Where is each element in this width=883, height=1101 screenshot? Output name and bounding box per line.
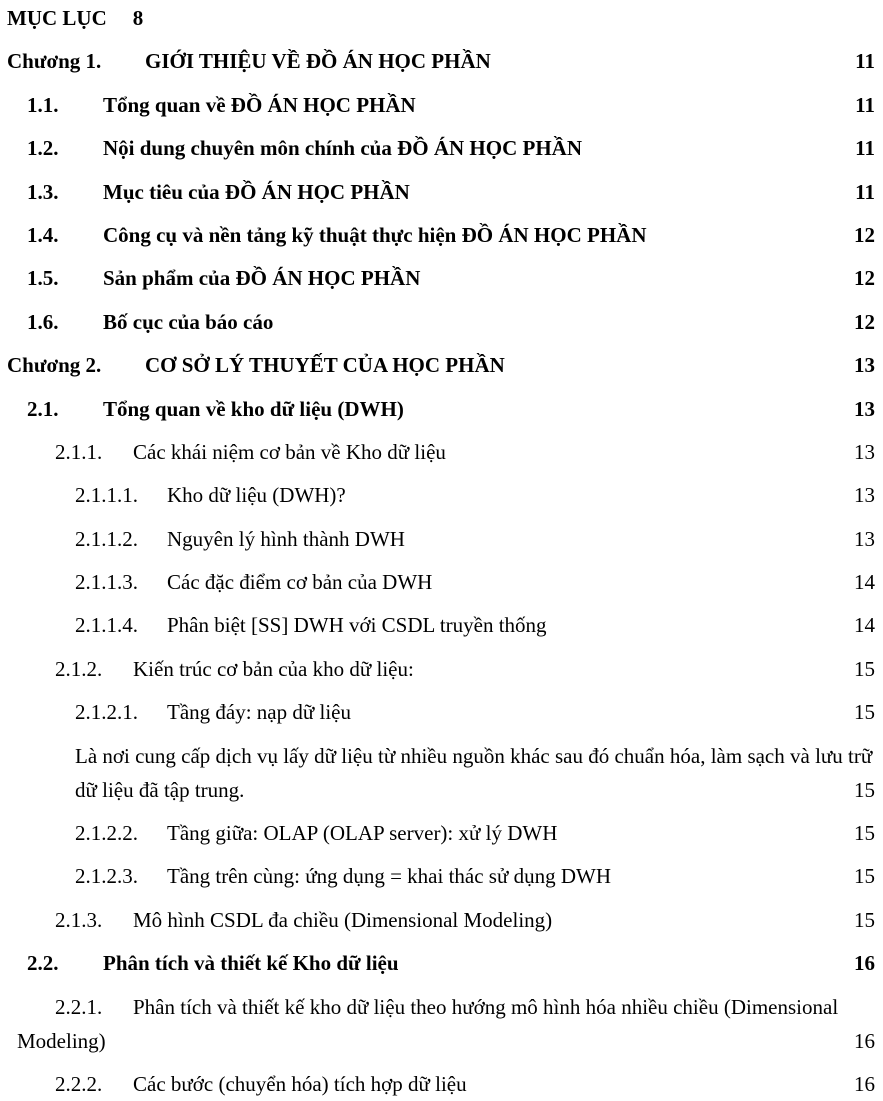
toc-entry-page-number: 15 xyxy=(854,700,875,725)
toc-entry-page-number: 15 xyxy=(854,777,875,802)
toc-list xyxy=(0,44,883,1101)
toc-entry-number: 1.5. xyxy=(27,266,59,291)
toc-entry-title: Các đặc điểm cơ bản của DWH xyxy=(167,570,433,595)
toc-entry-title: Nội dung chuyên môn chính của ĐỒ ÁN HỌC PHẦN xyxy=(103,136,582,161)
toc-entry-page-number: 11 xyxy=(855,136,875,161)
toc-entry-number: 2.1. xyxy=(27,396,59,421)
toc-entry-page-number: 15 xyxy=(854,656,875,681)
toc-entry-page-number: 13 xyxy=(854,439,875,464)
toc-entry-page-number: 16 xyxy=(854,1071,875,1096)
toc-entry-number: Chương 2. xyxy=(7,353,102,378)
toc-entry-title: Mục tiêu của ĐỒ ÁN HỌC PHẦN xyxy=(103,179,410,204)
toc-entry-number: 1.1. xyxy=(27,92,59,117)
toc-entry-title: Bố cục của báo cáo xyxy=(103,309,274,334)
toc-entry-number: 2.1.2.2. xyxy=(75,821,138,846)
toc-entry-title: Các bước (chuyển hóa) tích hợp dữ liệu xyxy=(133,1071,467,1096)
toc-entry-number: 2.2.1. xyxy=(55,994,103,1019)
toc-entry-title: Các khái niệm cơ bản về Kho dữ liệu xyxy=(133,439,446,464)
toc-entry-number: 2.1.1. xyxy=(55,439,103,464)
toc-title-row[interactable] xyxy=(0,1,883,35)
toc-entry-title: Kiến trúc cơ bản của kho dữ liệu: xyxy=(133,656,414,681)
toc-entry-title: Phân biệt [SS] DWH với CSDL truyền thống xyxy=(167,613,547,638)
toc-entry-number: 2.1.1.1. xyxy=(75,483,138,508)
toc-entry-title: Tầng đáy: nạp dữ liệu xyxy=(167,700,351,725)
toc-entry-page-number: 12 xyxy=(854,309,875,334)
toc-entry-page-number: 11 xyxy=(855,92,875,117)
toc-entry-title: Tầng trên cùng: ứng dụng = khai thác sử dụng DWH xyxy=(167,864,612,889)
toc-entry-number: 2.1.1.2. xyxy=(75,526,138,551)
toc-entry[interactable] xyxy=(0,305,883,339)
toc-entry-page-number: 13 xyxy=(854,396,875,421)
toc-entry[interactable] xyxy=(0,1067,883,1101)
toc-entry-page-number: 13 xyxy=(854,526,875,551)
toc-entry-page-number: 15 xyxy=(854,821,875,846)
toc-entry[interactable] xyxy=(0,175,883,209)
toc-entry-number: 1.4. xyxy=(27,222,59,247)
toc-entry[interactable] xyxy=(0,478,883,512)
toc-entry-title: Công cụ và nền tảng kỹ thuật thực hiện ĐỒ ÁN HỌC PHẦN xyxy=(103,222,647,247)
toc-entry[interactable] xyxy=(0,608,883,642)
toc-entry-page-number: 15 xyxy=(854,864,875,889)
toc-entry-number: 2.1.2. xyxy=(55,656,103,681)
toc-entry-number: 2.1.3. xyxy=(55,907,103,932)
toc-entry[interactable] xyxy=(0,348,883,382)
toc-entry-page-number: 12 xyxy=(854,266,875,291)
toc-entry[interactable] xyxy=(0,522,883,556)
toc-entry-number: 2.2.2. xyxy=(55,1071,103,1096)
toc-entry-number: 2.1.2.3. xyxy=(75,864,138,889)
toc-entry[interactable] xyxy=(0,695,883,729)
toc-entry[interactable] xyxy=(0,565,883,599)
toc-entry-page-number: 14 xyxy=(854,570,875,595)
toc-entry-title: GIỚI THIỆU VỀ ĐỒ ÁN HỌC PHẦN xyxy=(145,49,491,74)
toc-entry-page-number: 13 xyxy=(854,483,875,508)
toc-entry-title: CƠ SỞ LÝ THUYẾT CỦA HỌC PHẦN xyxy=(145,353,505,378)
toc-entry[interactable] xyxy=(0,990,883,1058)
toc-entry[interactable] xyxy=(0,261,883,295)
toc-entry-title: Phân tích và thiết kế Kho dữ liệu xyxy=(103,951,399,976)
toc-title: MỤC LỤC xyxy=(7,6,107,30)
toc-entry-page-number: 13 xyxy=(854,353,875,378)
toc-entry-title: Nguyên lý hình thành DWH xyxy=(167,526,405,551)
toc-entry-page-number: 11 xyxy=(855,49,875,74)
toc-paragraph-entry[interactable] xyxy=(0,739,883,807)
toc-entry[interactable] xyxy=(0,218,883,252)
toc-entry-title: Là nơi cung cấp dịch vụ lấy dữ liệu từ nhiều nguồn khác sau đó chuẩn hóa, làm sạch và lưu trữ dữ liệu đã tập trung. xyxy=(75,743,873,802)
toc-entry-number: Chương 1. xyxy=(7,49,102,74)
toc-entry-title: Mô hình CSDL đa chiều (Dimensional Modeling) xyxy=(133,907,553,932)
toc-entry-number: 1.2. xyxy=(27,136,59,161)
toc-entry-number: 1.6. xyxy=(27,309,59,334)
toc-entry-page-number: 14 xyxy=(854,613,875,638)
toc-entry-number: 2.1.1.3. xyxy=(75,570,138,595)
toc-entry-number: 2.2. xyxy=(27,951,59,976)
toc-entry[interactable] xyxy=(0,946,883,980)
toc-entry-title: Sản phẩm của ĐỒ ÁN HỌC PHẦN xyxy=(103,266,421,291)
toc-entry[interactable] xyxy=(0,392,883,426)
toc-entry-title: Kho dữ liệu (DWH)? xyxy=(167,483,346,508)
toc-entry[interactable] xyxy=(0,435,883,469)
toc-entry-number: 2.1.2.1. xyxy=(75,700,138,725)
toc-entry-page-number: 15 xyxy=(854,907,875,932)
toc-entry-page-number: 11 xyxy=(855,179,875,204)
toc-entry[interactable] xyxy=(0,859,883,893)
toc-entry-page-number: 12 xyxy=(854,222,875,247)
toc-entry-title: Tổng quan về kho dữ liệu (DWH) xyxy=(103,396,404,421)
toc-entry-title: Tầng giữa: OLAP (OLAP server): xử lý DWH xyxy=(167,821,558,846)
toc-entry-title: Phân tích và thiết kế kho dữ liệu theo hướng mô hình hóa nhiều chiều (Dimensional Modeling) xyxy=(17,994,839,1053)
toc-title-page-number: 8 xyxy=(132,6,144,30)
toc-entry[interactable] xyxy=(0,88,883,122)
toc-entry-number: 2.1.1.4. xyxy=(75,613,138,638)
toc-entry[interactable] xyxy=(0,903,883,937)
toc-entry-page-number: 16 xyxy=(854,951,875,976)
toc-entry[interactable] xyxy=(0,44,883,78)
toc-entry-page-number: 16 xyxy=(854,1028,875,1053)
toc-entry[interactable] xyxy=(0,652,883,686)
toc-entry-title: Tổng quan về ĐỒ ÁN HỌC PHẦN xyxy=(103,92,416,117)
toc-entry[interactable] xyxy=(0,131,883,165)
toc-entry-number: 1.3. xyxy=(27,179,59,204)
toc-entry[interactable] xyxy=(0,816,883,850)
